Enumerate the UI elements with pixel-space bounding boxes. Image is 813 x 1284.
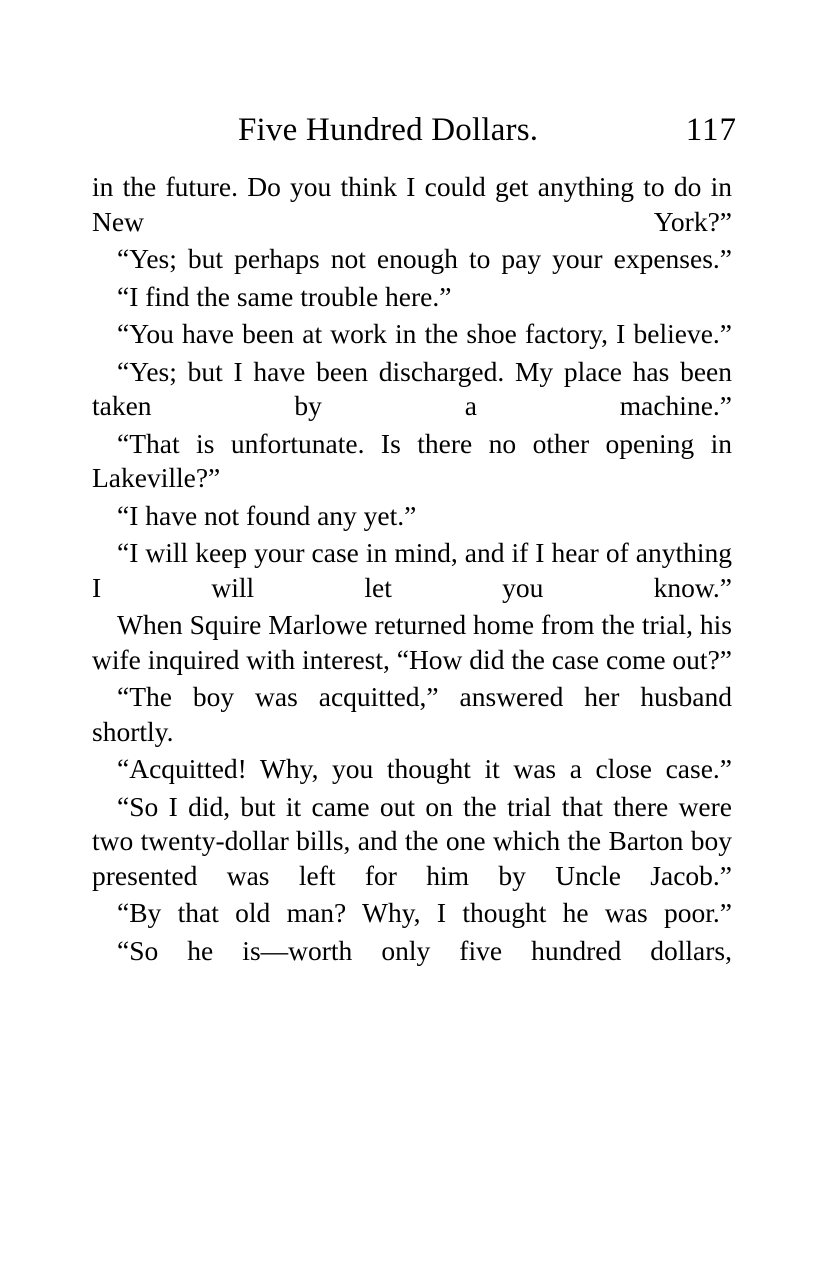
paragraph: in the future. Do you think I could get anything to do in New York?” xyxy=(92,171,732,237)
paragraph: When Squire Marlowe returned home from the trial, his wife inquired with interest, “How did the case come out?” xyxy=(92,609,732,675)
body-text xyxy=(92,170,732,971)
paragraph: “So I did, but it came out on the trial that there were two twenty-dollar bills, and the one which the Barton boy presented was left for him by Uncle Jacob.” xyxy=(92,790,732,891)
paragraph: “Acquitted! Why, you thought it was a close case.” xyxy=(117,753,732,784)
paragraph: “Yes; but perhaps not enough to pay your expenses.” xyxy=(117,243,732,274)
paragraph: “I will keep your case in mind, and if I hear of anything I will let you know.” xyxy=(92,537,732,603)
paragraph: “That is unfortunate. Is there no other opening in Lakeville?” xyxy=(92,427,732,493)
paragraph: “I have not found any yet.” xyxy=(117,499,417,531)
running-head xyxy=(92,112,737,156)
paragraph: “You have been at work in the shoe factory, I believe.” xyxy=(117,318,732,349)
page-number: 117 xyxy=(685,112,737,148)
paragraph: “By that old man? Why, I thought he was poor.” xyxy=(117,897,732,928)
paragraph: “Yes; but I have been discharged. My place has been taken by a machine.” xyxy=(92,355,732,421)
paragraph: “The boy was acquitted,” answered her husband shortly. xyxy=(92,681,732,747)
paragraph: “So he is—worth only five hundred dollars, xyxy=(117,934,732,966)
running-title: Five Hundred Dollars. xyxy=(238,112,539,148)
paragraph: “I find the same trouble here.” xyxy=(117,280,452,312)
